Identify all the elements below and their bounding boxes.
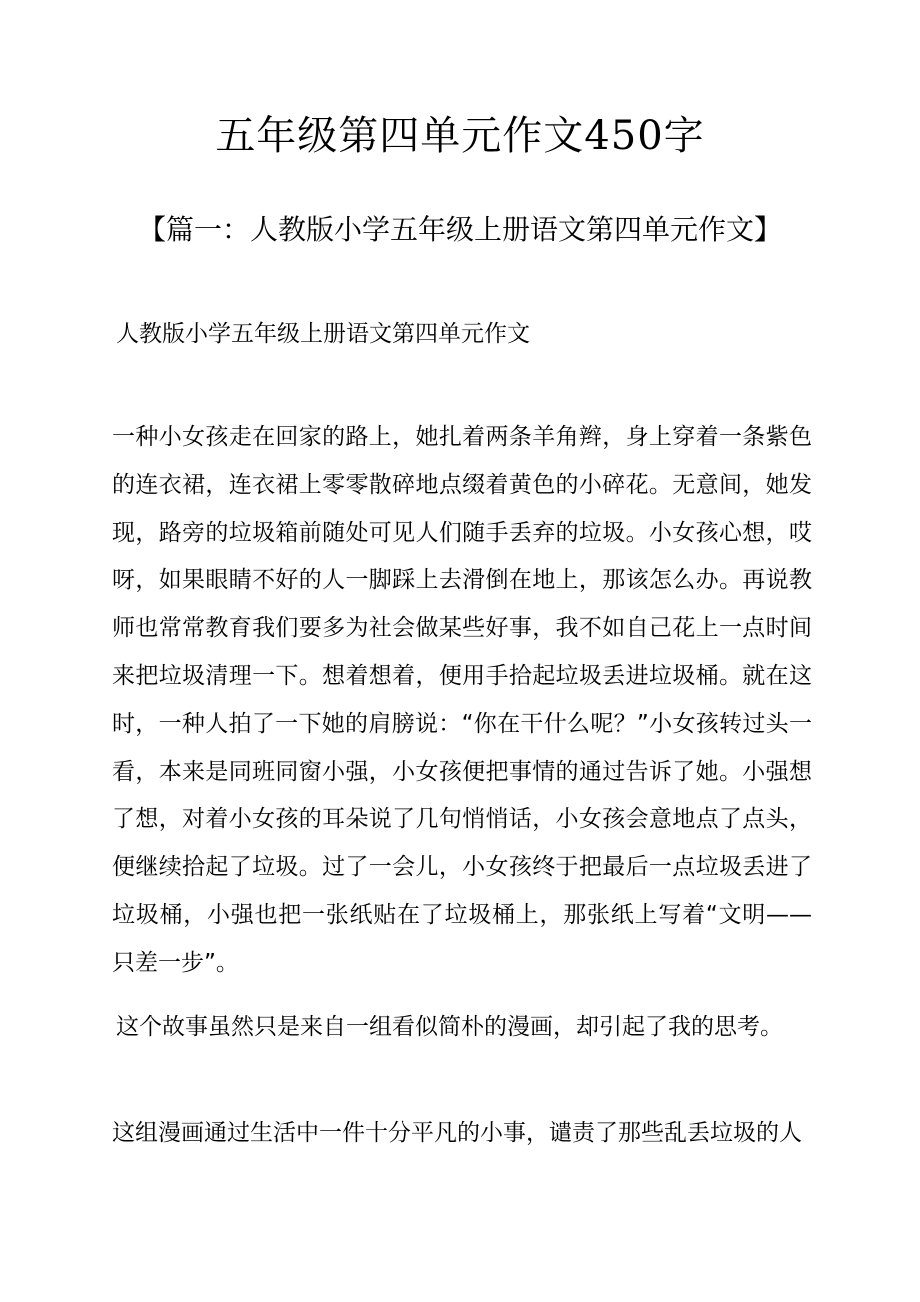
section-subtitle: 【篇一：人教版小学五年级上册语文第四单元作文】 — [137, 213, 782, 246]
story-paragraph: 一种小女孩走在回家的路上，她扎着两条羊角辫，身上穿着一条紫色的连衣裙，连衣裙上零零散碎地点缀着黄色的小碎花。无意间，她发现，路旁的垃圾箱前随处可见人们随手丢弃的垃圾。小女孩心想，哎呀，如果眼睛不好的人一脚踩上去滑倒在地上，那该怎么办。再说教师也常常教育我们要多为社会做某些好事，我不如自己花上一点时间来把垃圾清理一下。想着想着，便用手拾起垃圾丢进垃圾桶。就在这时，一种人拍了一下她的肩膀说：“你在干什么呢？”小女孩转过头一看，本来是同班同窗小强，小女孩便把事情的通过告诉了她。小强想了想，对着小女孩的耳朵说了几句悄悄话，小女孩会意地点了点头，便继续拾起了垃圾。过了一会儿，小女孩终于把最后一点垃圾丢进了垃圾桶，小强也把一张纸贴在了垃圾桶上，那张纸上写着“文明——只差一步”。 — [112, 424, 812, 976]
essay-heading: 人教版小学五年级上册语文第四单元作文 — [116, 321, 530, 347]
thought-paragraph: 这个故事虽然只是来自一组看似简朴的漫画，却引起了我的思考。 — [116, 1014, 783, 1040]
analysis-paragraph: 这组漫画通过生活中一件十分平凡的小事，谴责了那些乱丢垃圾的人 — [112, 1120, 802, 1146]
document-title: 五年级第四单元作文450字 — [215, 113, 705, 159]
